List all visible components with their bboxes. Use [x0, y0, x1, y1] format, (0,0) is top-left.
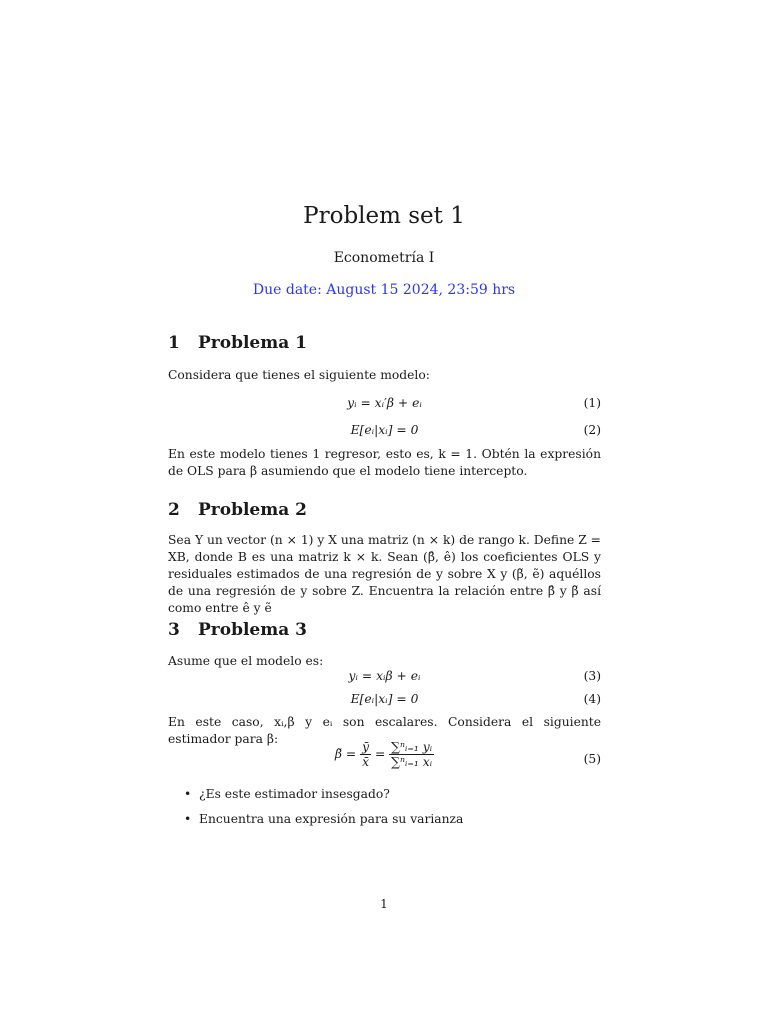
- section-2-body: Sea Y un vector (n × 1) y X una matriz (n × k) de rango k. Define Z = XB, donde B es una matriz k × k. Sean (β̂, ê) los coeficientes OLS y residuales estimados de una regresión de y sobre X y (β̃, ẽ) aquéllos de una regresión de y sobre Z. Encuentra la relación entre β̂ y β̃ así como entre ê y ẽ: [168, 533, 601, 615]
- section-1-intro: Considera que tienes el siguiente modelo:: [168, 368, 430, 382]
- bullet-icon: •: [184, 787, 192, 801]
- section-1-body: En este modelo tienes 1 regresor, esto es, k = 1. Obtén la expresión de OLS para β asumiendo que el modelo tiene intercepto.: [168, 447, 601, 478]
- equation-1: [168, 396, 601, 414]
- fraction-denominator: x̄: [362, 755, 369, 769]
- equation-3: [168, 669, 601, 687]
- equation-5: [168, 740, 601, 778]
- section-3-intro: Asume que el modelo es:: [168, 654, 324, 668]
- equation-number: (3): [583, 669, 601, 683]
- list-item-text: ¿Es este estimador insesgado?: [199, 787, 390, 801]
- estimator-lhs: β̃ =: [334, 747, 357, 761]
- estimator-expression: [168, 740, 601, 769]
- section-heading-3: [168, 620, 307, 640]
- equation-number: (5): [583, 752, 601, 766]
- mean-ratio-fraction: [360, 740, 371, 769]
- bullet-icon: •: [184, 812, 192, 826]
- course-name: Econometría I: [333, 250, 435, 266]
- page-number: 1: [380, 897, 388, 911]
- section-title: Problema 2: [198, 500, 307, 520]
- equation-expression: yᵢ = xᵢβ + eᵢ: [348, 669, 421, 683]
- fraction-numerator: ȳ: [362, 740, 370, 754]
- section-title: Problema 1: [198, 333, 307, 353]
- equation-number: (1): [583, 396, 601, 410]
- fraction-denominator: ∑ⁿᵢ₌₁ xᵢ: [391, 755, 433, 769]
- due-date: Due date: August 15 2024, 23:59 hrs: [252, 282, 516, 298]
- section-title: Problema 3: [198, 620, 307, 640]
- equals-sign: =: [374, 747, 386, 761]
- section-number: 3: [168, 620, 180, 640]
- equation-4: [168, 692, 601, 710]
- document-title: Problem set 1: [303, 203, 465, 229]
- section-number: 1: [168, 333, 180, 353]
- sum-ratio-fraction: [389, 740, 434, 769]
- fraction-numerator: ∑ⁿᵢ₌₁ yᵢ: [391, 740, 433, 754]
- equation-expression: yᵢ = xᵢ′β + eᵢ: [347, 396, 422, 410]
- section-3-body: En este caso, xᵢ,β y eᵢ son escalares. Considera el siguiente estimador para β:: [168, 715, 601, 746]
- section-number: 2: [168, 500, 180, 520]
- section-heading-1: [168, 333, 307, 353]
- equation-number: (4): [583, 692, 601, 706]
- equation-expression: E[eᵢ|xᵢ] = 0: [350, 423, 419, 437]
- section-heading-2: [168, 500, 307, 520]
- equation-number: (2): [583, 423, 601, 437]
- equation-expression: E[eᵢ|xᵢ] = 0: [350, 692, 419, 706]
- equation-2: [168, 423, 601, 441]
- list-item-text: Encuentra una expresión para su varianza: [199, 812, 464, 826]
